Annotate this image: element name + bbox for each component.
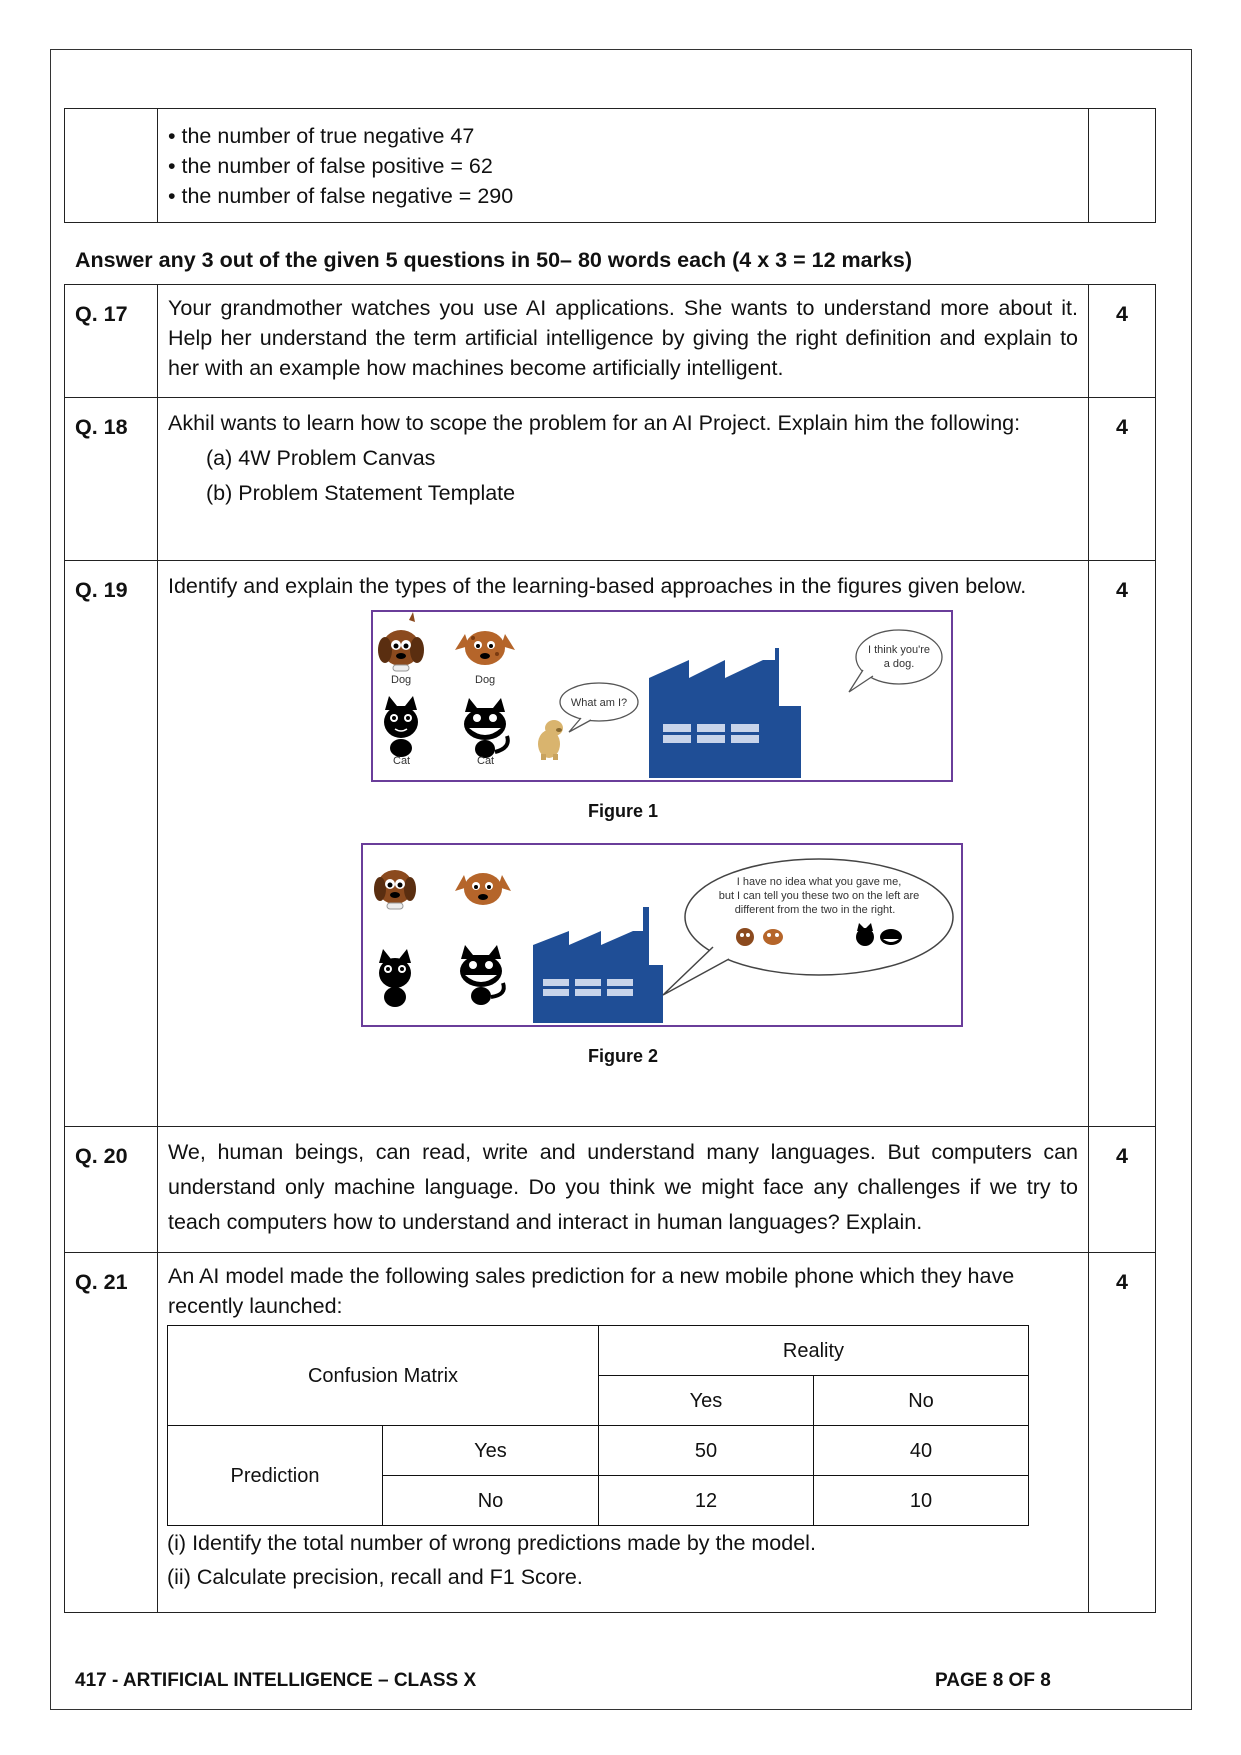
animal-label-cat: Cat — [477, 755, 495, 767]
matrix-prediction-header: Prediction — [168, 1426, 383, 1526]
dog-icon — [378, 612, 424, 671]
factory-icon — [533, 907, 663, 1023]
continued-marks-cell — [1089, 109, 1156, 223]
matrix-cell-yes-yes: 50 — [599, 1426, 814, 1476]
bubble-text-line: a dog. — [883, 658, 915, 670]
small-dog-icon — [538, 720, 563, 760]
matrix-cell-no-no: 10 — [814, 1476, 1029, 1526]
question-row-21 — [65, 1253, 1156, 1613]
sub-part-i: (i) Identify the total number of wrong predictions made by the model. — [167, 1531, 816, 1555]
footer-page-number: PAGE 8 OF 8 — [935, 1670, 1051, 1691]
continued-table — [64, 108, 1156, 223]
question-number: Q. 18 — [65, 398, 158, 561]
figure-1 — [371, 610, 953, 782]
questions-table — [64, 284, 1156, 1613]
cat-icon — [379, 949, 411, 1007]
confusion-matrix — [167, 1325, 1029, 1526]
bullet-false-positive: • the number of false positive = 62 — [168, 154, 493, 178]
figure-2 — [361, 843, 963, 1027]
question-body — [158, 561, 1089, 1127]
question-body — [158, 398, 1089, 561]
question-row-20 — [65, 1127, 1156, 1253]
matrix-cell-yes-no: 40 — [814, 1426, 1029, 1476]
bubble-text-line: different from the two in the right. — [734, 904, 896, 916]
question-number: Q. 21 — [65, 1253, 158, 1613]
matrix-reality-no: No — [814, 1376, 1029, 1426]
matrix-prediction-no: No — [383, 1476, 599, 1526]
cat-icon — [384, 696, 418, 757]
speech-bubble-large — [663, 859, 953, 995]
cat-icon — [464, 698, 508, 758]
dog-icon — [374, 870, 416, 909]
question-number: Q. 19 — [65, 561, 158, 1127]
matrix-cell-no-yes: 12 — [599, 1476, 814, 1526]
question-number: Q. 20 — [65, 1127, 158, 1253]
bubble-text-line: but I can tell you these two on the left are — [718, 890, 920, 902]
question-marks: 4 — [1089, 561, 1156, 1127]
question-marks: 4 — [1089, 1127, 1156, 1253]
figure-2-caption: Figure 2 — [587, 1046, 658, 1066]
footer-subject: 417 - ARTIFICIAL INTELLIGENCE – CLASS X — [75, 1670, 477, 1691]
section-heading: Answer any 3 out of the given 5 questions in 50– 80 words each (4 x 3 = 12 marks) — [75, 248, 913, 272]
matrix-reality-yes: Yes — [599, 1376, 814, 1426]
speech-bubble-small — [560, 683, 638, 732]
dog-icon — [455, 873, 511, 905]
continued-number-cell — [65, 109, 158, 223]
speech-bubble-large — [849, 630, 942, 692]
animal-label-dog: Dog — [475, 674, 496, 686]
question-marks: 4 — [1089, 398, 1156, 561]
matrix-reality-header: Reality — [599, 1326, 1029, 1376]
question-text: We, human beings, can read, write and understand many languages. But computers can understand only machine language. Do you think we might face any challenges if we try to teach computers how to understand and interact in human languages? Explain. — [158, 1127, 1089, 1253]
bullet-true-negative: • the number of true negative 47 — [168, 124, 475, 148]
animal-label-dog: Dog — [391, 674, 412, 686]
sub-part-ii: (ii) Calculate precision, recall and F1 Score. — [167, 1565, 583, 1589]
question-marks: 4 — [1089, 285, 1156, 398]
figure-2-illustration — [363, 845, 961, 1025]
question-text: Identify and explain the types of the learning-based approaches in the figures given below. — [168, 574, 1027, 598]
question-body — [158, 1253, 1089, 1613]
question-number: Q. 17 — [65, 285, 158, 398]
sub-item-problem-template: (b) Problem Statement Template — [206, 481, 516, 505]
sub-item-4w-canvas: (a) 4W Problem Canvas — [206, 446, 436, 470]
question-text: Akhil wants to learn how to scope the problem for an AI Project. Explain him the following: — [168, 411, 1021, 435]
animal-label-cat: Cat — [393, 755, 411, 767]
figure-1-caption: Figure 1 — [587, 801, 658, 821]
factory-icon — [649, 648, 801, 778]
matrix-title: Confusion Matrix — [168, 1326, 599, 1426]
continued-body — [158, 109, 1089, 223]
bubble-text-line: I think you're — [867, 644, 931, 656]
question-text: Your grandmother watches you use AI applications. She wants to understand more about it. Help her understand the term artificial intelligence by giving the right definition and explain to her with an example how machines become artificially intelligent. — [158, 285, 1089, 398]
bubble-text-line: I have no idea what you gave me, — [736, 876, 902, 888]
dog-icon — [455, 631, 515, 665]
figure-1-illustration — [373, 612, 951, 780]
bullet-false-negative: • the number of false negative = 290 — [168, 184, 514, 208]
question-text: An AI model made the following sales prediction for a new mobile phone which they have recently launched: — [168, 1264, 1015, 1318]
question-row-17 — [65, 285, 1156, 398]
question-marks: 4 — [1089, 1253, 1156, 1613]
cat-icon — [460, 945, 504, 1005]
bubble-text-what-am-i: What am I? — [570, 697, 628, 709]
question-row-19 — [65, 561, 1156, 1127]
matrix-prediction-yes: Yes — [383, 1426, 599, 1476]
question-row-18 — [65, 398, 1156, 561]
